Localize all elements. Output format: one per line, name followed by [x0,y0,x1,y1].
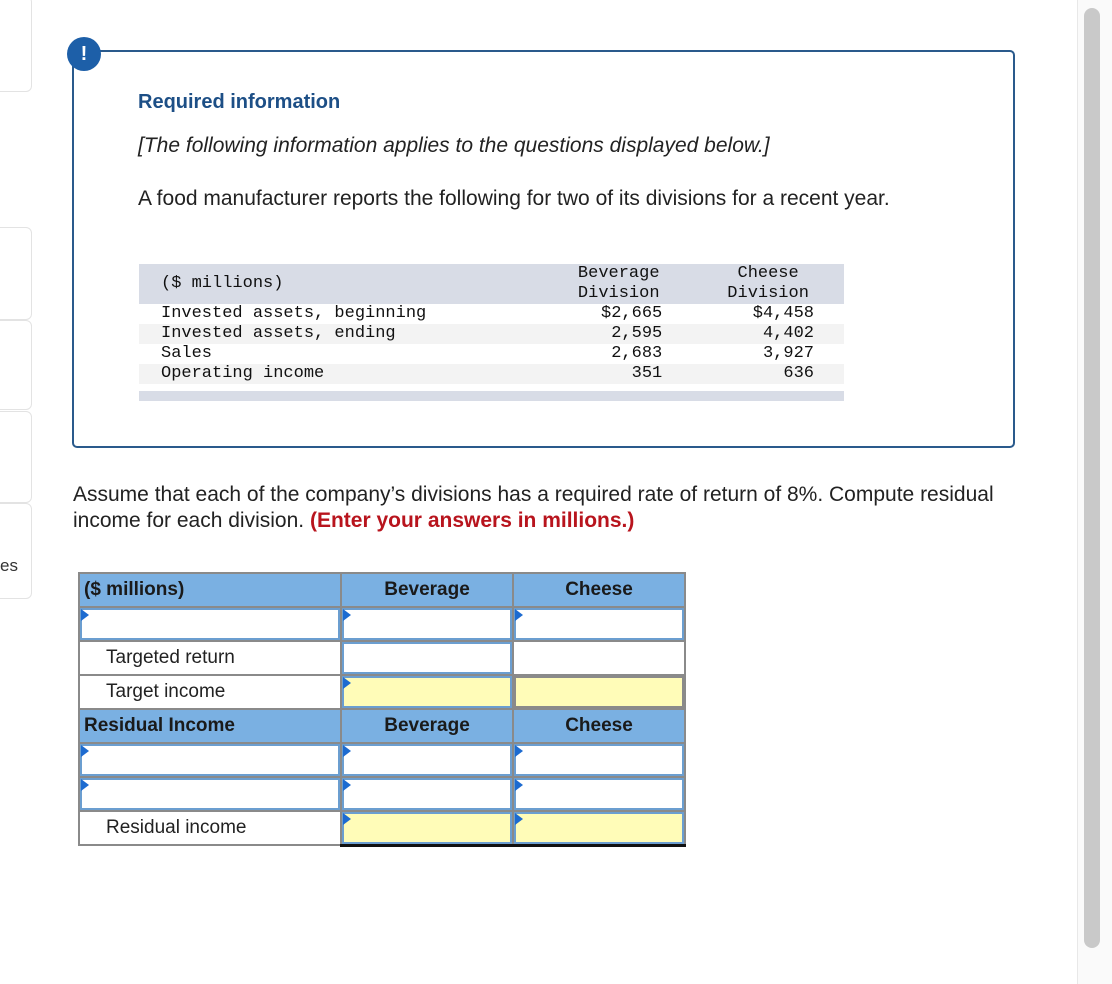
dropdown-marker-icon [81,779,89,791]
table-row [139,324,844,344]
grid-header-cheese: Cheese [513,573,685,607]
data-table-col-cheese [692,264,844,304]
table-row [139,344,844,364]
table-row [139,304,844,324]
residual-row1-label-input[interactable] [80,744,340,776]
residual-income-header: Residual Income [79,709,341,743]
row1-beverage-input[interactable] [342,608,512,640]
row-beverage-value: 351 [545,364,692,384]
targeted-return-cheese-cell [513,641,685,675]
answer-grid [78,572,686,847]
row-label: Invested assets, ending [139,324,545,344]
row-cheese-value: 4,402 [692,324,844,344]
row-cheese-value: $4,458 [692,304,844,324]
residual-header-cheese: Cheese [513,709,685,743]
nav-card-5[interactable] [0,503,32,599]
targeted-return-beverage-input[interactable] [342,642,512,674]
targeted-return-label: Targeted return [79,641,341,675]
dropdown-marker-icon [515,609,523,621]
table-row [139,364,844,384]
dropdown-marker-icon [515,779,523,791]
data-table-col-beverage-line2: Division [577,284,660,303]
row-label: Operating income [139,364,545,384]
row1-cheese-input[interactable] [514,608,684,640]
data-table-col-cheese-line1: Cheese [737,264,799,283]
residual-income-cheese-input[interactable] [514,812,684,844]
data-table-col-cheese-line2: Division [727,284,809,303]
residual-row2-beverage-input[interactable] [342,778,512,810]
nav-card-3[interactable] [0,320,32,410]
row-beverage-value: 2,595 [545,324,692,344]
dropdown-marker-icon [515,745,523,757]
residual-row2-cheese-input[interactable] [514,778,684,810]
row-beverage-value: $2,665 [545,304,692,324]
row-label: Sales [139,344,545,364]
info-italic-note: [The following information applies to the questions displayed below.] [138,134,770,157]
target-income-label: Target income [79,675,341,709]
dropdown-marker-icon [81,609,89,621]
required-information-box [72,50,1015,448]
dropdown-marker-icon [343,609,351,621]
nav-card-1[interactable] [0,0,32,92]
data-table-unit-label: ($ millions) [139,264,545,304]
nav-card-2[interactable] [0,227,32,320]
dropdown-marker-icon [343,779,351,791]
grid-header-beverage: Beverage [341,573,513,607]
dropdown-marker-icon [343,813,351,825]
data-table-col-beverage-line1: Beverage [577,264,660,283]
row1-label-input[interactable] [80,608,340,640]
row-beverage-value: 2,683 [545,344,692,364]
residual-income-beverage-input[interactable] [342,812,512,844]
residual-row2-label-input[interactable] [80,778,340,810]
residual-row1-beverage-input[interactable] [342,744,512,776]
question-hint: (Enter your answers in millions.) [309,509,635,532]
residual-row1-cheese-input[interactable] [514,744,684,776]
question-body: Assume that each of the company’s divisions has a required rate of return of 8%. Compute residual income for each division. [73,483,994,532]
row-cheese-value: 636 [692,364,844,384]
alert-icon: ! [67,37,101,71]
data-table-footer-bar [139,391,844,401]
info-title: Required information [138,91,341,113]
residual-header-beverage: Beverage [341,709,513,743]
nav-card-4[interactable] [0,411,32,503]
dropdown-marker-icon [343,745,351,757]
row-label: Invested assets, beginning [139,304,545,324]
residual-income-label: Residual income [79,811,341,845]
data-table-col-beverage [545,264,692,304]
question-text [73,482,1033,534]
nav-partial-label: es [0,556,18,575]
dropdown-marker-icon [343,677,351,689]
row-cheese-value: 3,927 [692,344,844,364]
scrollbar-thumb[interactable] [1084,8,1100,948]
grid-header-unit: ($ millions) [79,573,341,607]
target-income-beverage-input[interactable] [342,676,512,708]
dropdown-marker-icon [515,813,523,825]
info-description: A food manufacturer reports the following for two of its divisions for a recent year. [138,187,890,210]
target-income-cheese-input[interactable] [514,676,684,708]
division-data-table [139,264,844,401]
dropdown-marker-icon [81,745,89,757]
